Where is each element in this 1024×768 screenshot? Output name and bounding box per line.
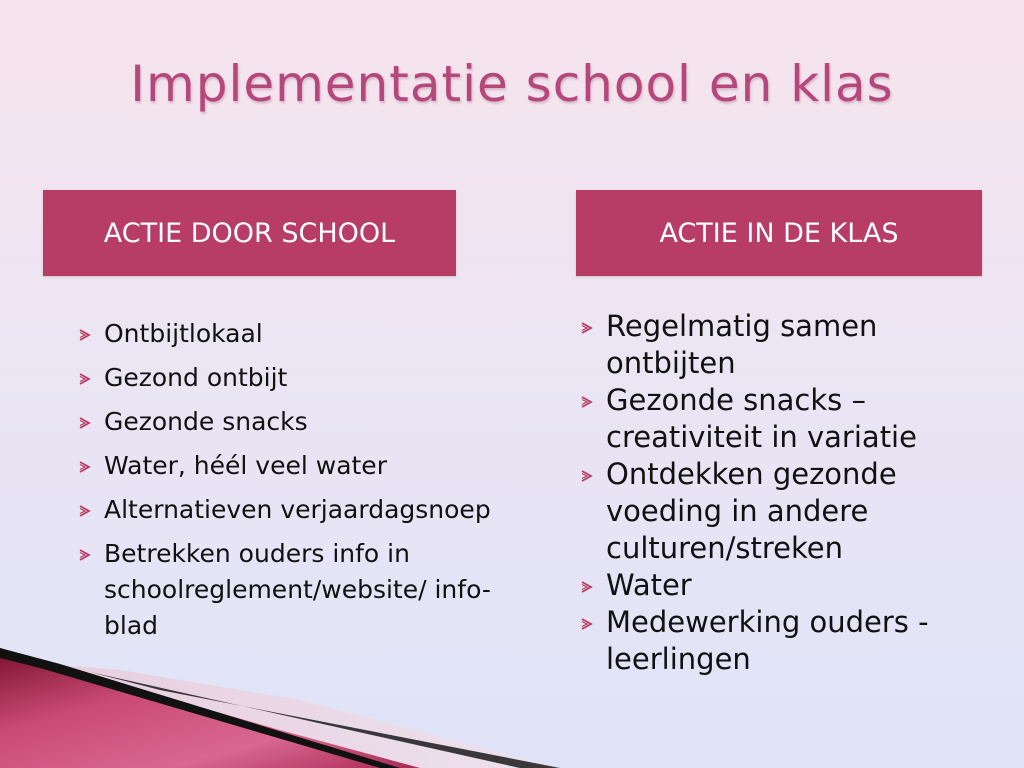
list-item (76, 404, 516, 440)
arrow-bullet-icon (580, 604, 600, 641)
arrow-bullet-icon (78, 492, 98, 528)
list-item-text: Water (606, 568, 692, 602)
list-item (76, 360, 516, 396)
arrow-bullet-icon (580, 567, 600, 604)
arrow-bullet-icon (78, 360, 98, 396)
arrow-bullet-icon (580, 382, 600, 419)
arrow-bullet-icon (78, 404, 98, 440)
list-item (578, 308, 1008, 382)
list-item-text: Gezonde snacks (104, 407, 308, 436)
right-column-header (576, 190, 982, 276)
right-bullet-list (578, 308, 1008, 678)
list-item-text: Alternatieven verjaardagsnoep (104, 495, 491, 524)
left-bullet-list (76, 316, 516, 652)
list-item-text: Ontdekken gezonde voeding in andere culturen/streken (606, 457, 897, 565)
list-item (76, 448, 516, 484)
list-item (578, 382, 1008, 456)
list-item-text: Medewerking ouders - leerlingen (606, 605, 929, 676)
left-column-header (43, 190, 456, 276)
list-item-text: Regelmatig samen ontbijten (606, 309, 878, 380)
arrow-bullet-icon (78, 448, 98, 484)
list-item (76, 316, 516, 352)
arrow-bullet-icon (580, 456, 600, 493)
left-column-header-label: ACTIE DOOR SCHOOL (103, 217, 396, 249)
arrow-bullet-icon (78, 316, 98, 352)
list-item (578, 456, 1008, 567)
list-item (578, 567, 1008, 604)
arrow-bullet-icon (580, 308, 600, 345)
list-item-text: Gezond ontbijt (104, 363, 288, 392)
right-column-header-label: ACTIE IN DE KLAS (659, 217, 899, 249)
list-item (76, 536, 516, 644)
list-item-text: Gezonde snacks – creativiteit in variatie (606, 383, 917, 454)
list-item-text: Water, héél veel water (104, 451, 387, 480)
arrow-bullet-icon (78, 536, 98, 572)
list-item (578, 604, 1008, 678)
slide-title: Implementatie school en klas (130, 55, 894, 113)
list-item (76, 492, 516, 528)
list-item-text: Betrekken ouders info in schoolreglement/website/ info-blad (104, 539, 491, 640)
list-item-text: Ontbijtlokaal (104, 319, 263, 348)
